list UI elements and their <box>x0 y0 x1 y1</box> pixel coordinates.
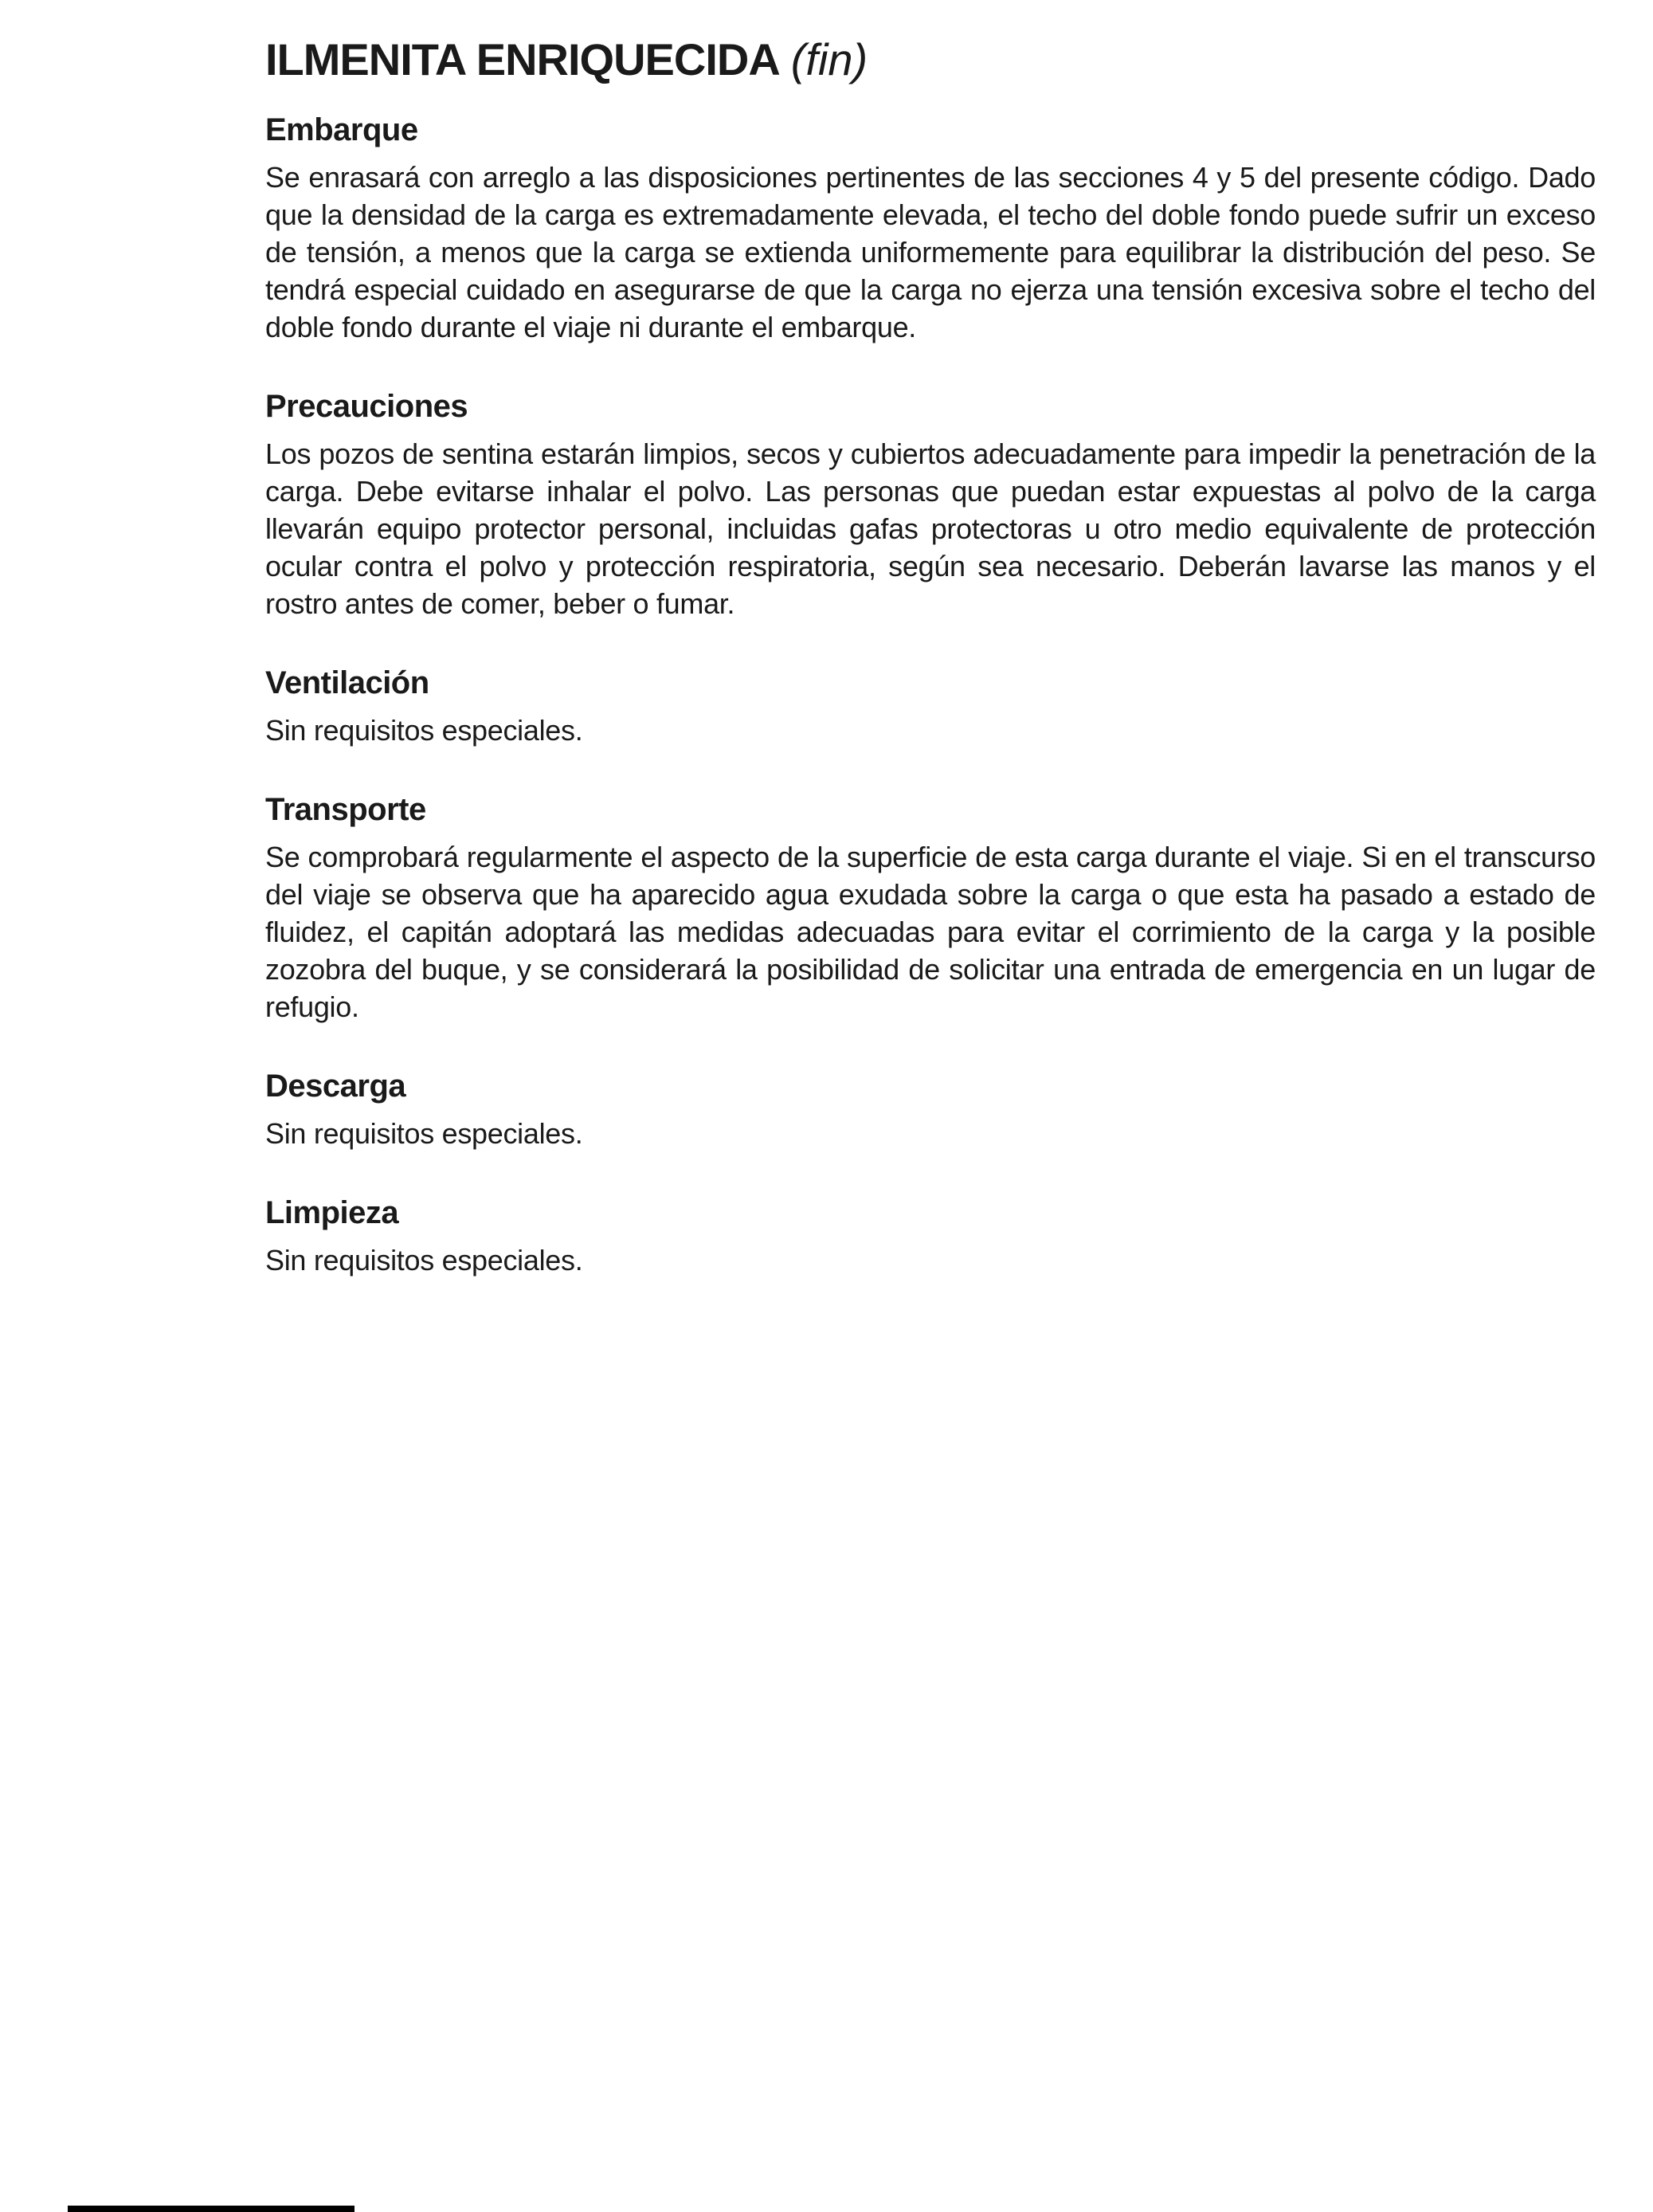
section-heading: Descarga <box>265 1068 406 1104</box>
page-title <box>265 35 1596 85</box>
section-heading: Embarque <box>265 112 418 147</box>
section-heading: Precauciones <box>265 388 468 424</box>
section-transporte <box>265 792 1596 1026</box>
section-limpieza <box>265 1195 1596 1279</box>
section-embarque <box>265 112 1596 346</box>
cargo-name: ILMENITA ENRIQUECIDA <box>265 34 780 84</box>
scan-artifact-bar <box>68 2206 354 2212</box>
section-precauciones <box>265 389 1596 622</box>
section-heading: Limpieza <box>265 1194 399 1230</box>
section-body: Se enrasará con arreglo a las disposiciones pertinentes de las secciones 4 y 5 del presente código. Dado que la densidad de la carga es extremadamente elevada, el techo del doble fondo puede sufrir un exceso de tensión, a menos que la carga se extienda uniformemente para equilibrar la distribución del peso. Se tendrá especial cuidado en asegurarse de que la carga no ejerza una tensión excesiva sobre el techo del doble fondo durante el viaje ni durante el embarque. <box>265 160 1596 343</box>
section-ventilacion <box>265 665 1596 749</box>
title-continuation-note: (fin) <box>790 34 868 84</box>
section-body: Se comprobará regularmente el aspecto de la superficie de esta carga durante el viaje. Si en el transcurso del viaje se observa que ha aparecido agua exudada sobre la carga o que esta ha pasado a estado de fluidez, el capitán adoptará las medidas adecuadas para evitar el corrimiento de la carga y la posible zozobra del buque, y se considerará la posibilidad de solicitar una entrada de emergencia en un lugar de refugio. <box>265 840 1596 1023</box>
section-body: Sin requisitos especiales. <box>265 1243 583 1277</box>
section-body: Sin requisitos especiales. <box>265 713 583 747</box>
section-heading: Ventilación <box>265 665 429 700</box>
section-heading: Transporte <box>265 791 426 827</box>
section-body: Los pozos de sentina estarán limpios, secos y cubiertos adecuadamente para impedir la penetración de la carga. Debe evitarse inhalar el polvo. Las personas que puedan estar expuestas al polvo de la carga llevarán equipo protector personal, incluidas gafas protectoras u otro medio equivalente de protección ocular contra el polvo y protección respiratoria, según sea necesario. Deberán lavarse las manos y el rostro antes de comer, beber o fumar. <box>265 437 1596 620</box>
section-body: Sin requisitos especiales. <box>265 1116 583 1150</box>
page-content <box>265 35 1596 1279</box>
section-descarga <box>265 1069 1596 1152</box>
